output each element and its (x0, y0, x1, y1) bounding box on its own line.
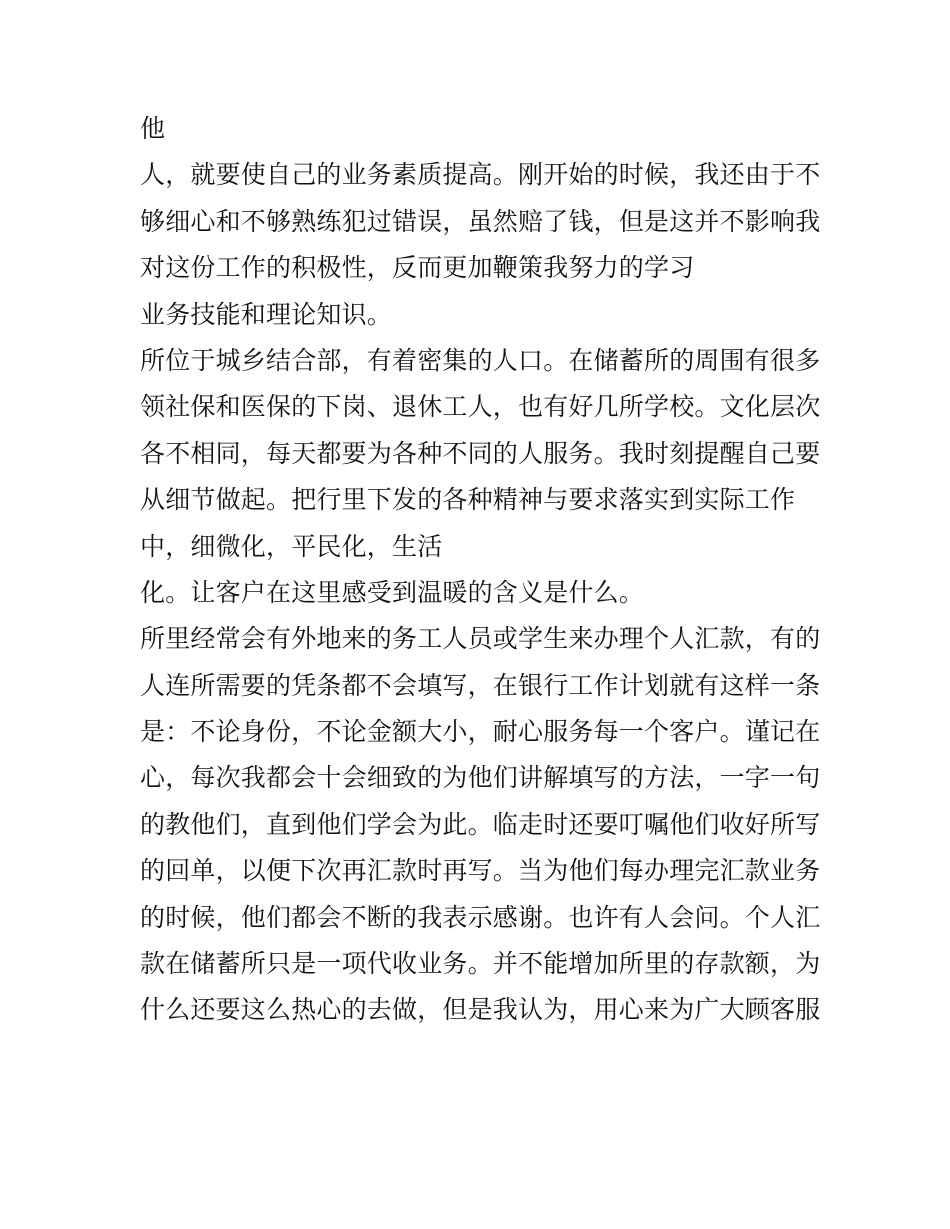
text-line: 的时候，他们都会不断的我表示感谢。也许有人会问。个人汇 (140, 902, 821, 932)
text-line: 的教他们，直到他们学会为此。临走时还要叮嘱他们收好所写 (140, 809, 821, 839)
text-line: 他 (140, 114, 166, 143)
text-line: 各不相同，每天都要为各种不同的人服务。我时刻提醒自己要 (140, 438, 821, 468)
text-line: 人连所需要的凭条都不会填写，在银行工作计划就有这样一条 (140, 670, 821, 700)
text-line: 的回单，以便下次再汇款时再写。当为他们每办理完汇款业务 (140, 856, 821, 886)
text-line: 够细心和不够熟练犯过错误，虽然赔了钱，但是这并不影响我 (140, 206, 821, 236)
body-text (140, 106, 820, 1034)
text-line: 中，细微化，平民化，生活 (140, 531, 443, 561)
text-line: 所里经常会有外地来的务工人员或学生来办理个人汇款，有的 (140, 624, 821, 654)
text-line: 人，就要使自己的业务素质提高。刚开始的时候，我还由于不 (140, 160, 821, 190)
text-line: 业务技能和理论知识。 (140, 299, 393, 329)
text-line: 从细节做起。把行里下发的各种精神与要求落实到实际工作 (140, 485, 796, 515)
text-line: 对这份工作的积极性，反而更加鞭策我努力的学习 (140, 253, 695, 283)
text-line: 是：不论身份，不论金额大小，耐心服务每一个客户。谨记在 (140, 717, 821, 747)
text-line: 心，每次我都会十会细致的为他们讲解填写的方法，一字一句 (140, 763, 821, 793)
text-line: 化。让客户在这里感受到温暖的含义是什么。 (140, 577, 645, 607)
text-line: 什么还要这么热心的去做，但是我认为，用心来为广大顾客服 (140, 995, 821, 1025)
text-line: 款在储蓄所只是一项代收业务。并不能增加所里的存款额，为 (140, 949, 821, 979)
text-line: 领社保和医保的下岗、退休工人，也有好几所学校。文化层次 (140, 392, 821, 422)
text-line: 所位于城乡结合部，有着密集的人口。在储蓄所的周围有很多 (140, 345, 821, 375)
